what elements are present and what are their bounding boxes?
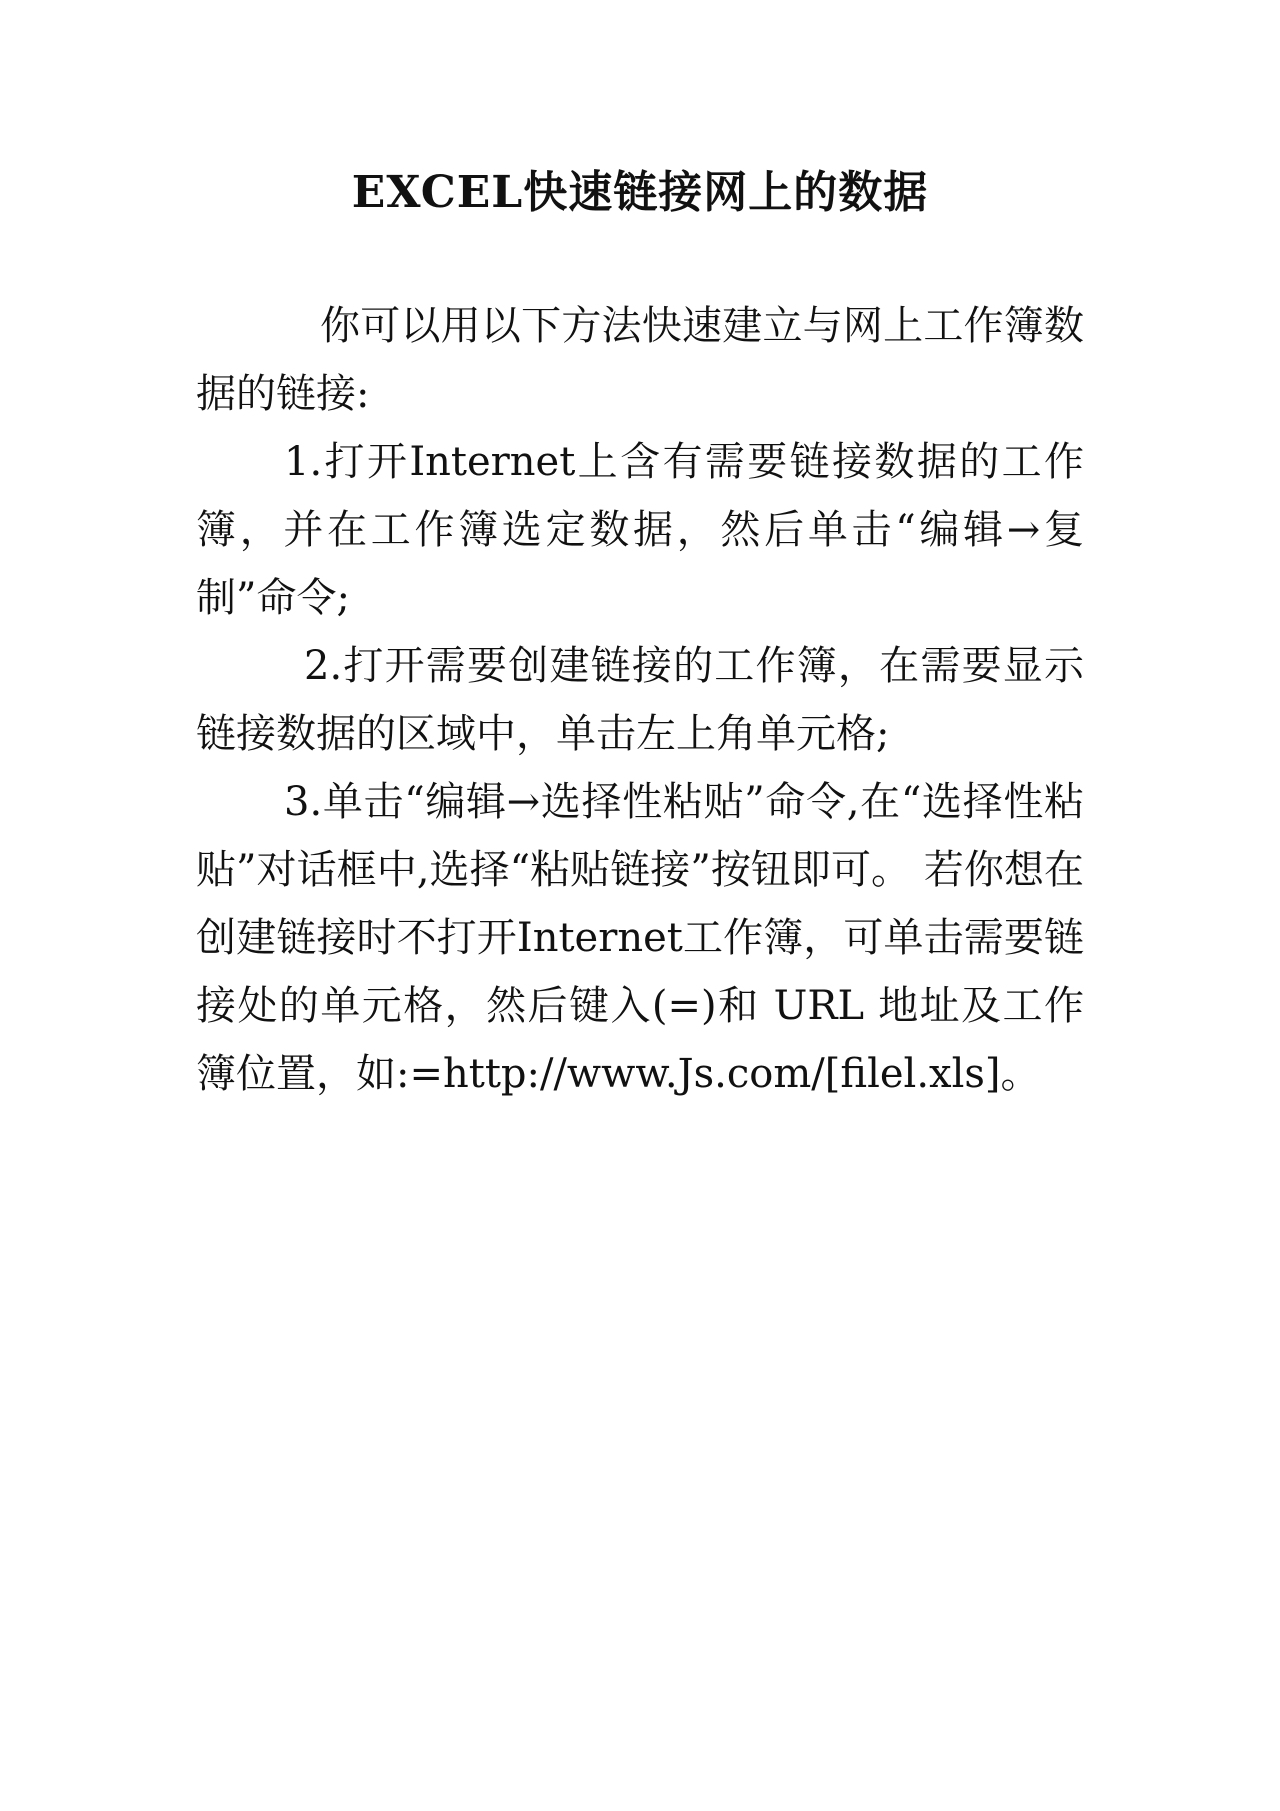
document-body: [196, 292, 1084, 1108]
document-title: EXCEL快速链接网上的数据: [351, 167, 929, 218]
paragraph-intro: 你可以用以下方法快速建立与网上工作簿数据的链接:: [196, 303, 1084, 417]
paragraph-step-2: 2.打开需要创建链接的工作簿，在需要显示链接数据的区域中，单击左上角单元格;: [196, 643, 1084, 757]
paragraph-step-1: 1.打开Internet上含有需要链接数据的工作簿，并在工作簿选定数据，然后单击“编辑→复制”命令;: [196, 439, 1084, 621]
paragraph-step-3: 3.单击“编辑→选择性粘贴”命令,在“选择性粘贴”对话框中,选择“粘贴链接”按钮即可。 若你想在创建链接时不打开Internet工作簿，可单击需要链接处的单元格，然后键入(=)和 URL 地址及工作簿位置，如:=http://www.Js.com/[filel.xls]。: [196, 779, 1084, 1097]
